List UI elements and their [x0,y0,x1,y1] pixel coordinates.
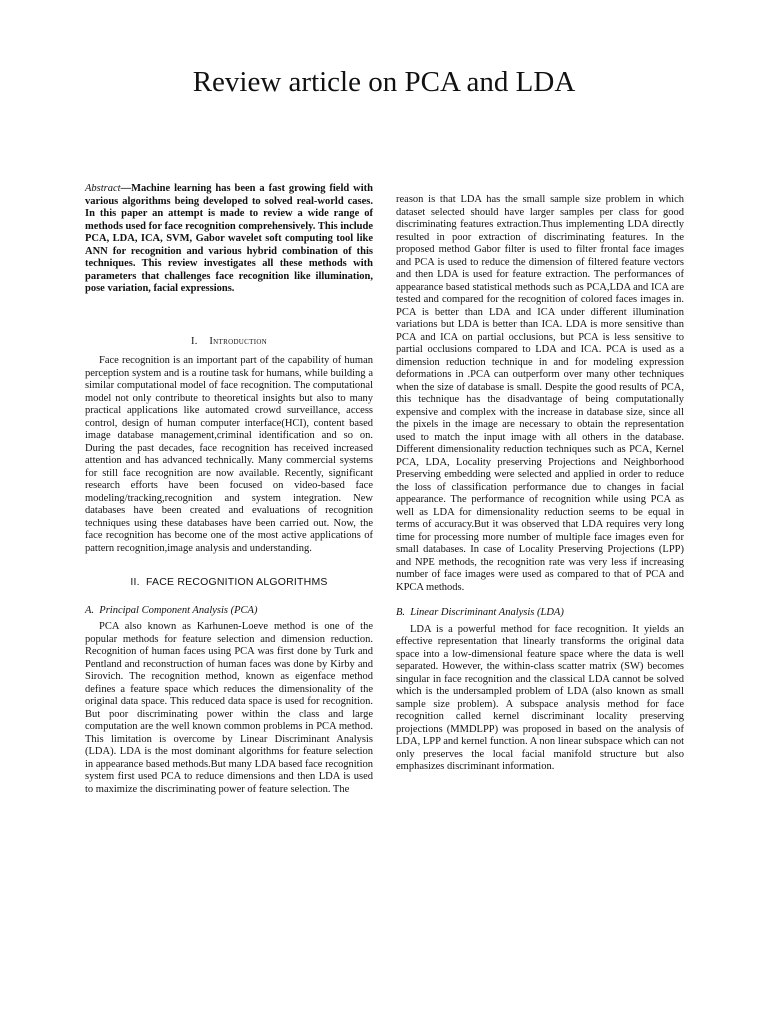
subsection-label: A. [85,604,95,616]
paper-title: Review article on PCA and LDA [192,66,576,98]
abstract-dash: — [120,183,132,194]
abstract-lead: Abstract [85,183,121,194]
subsection-label: B. [396,607,406,618]
section-heading-algorithms [85,576,373,589]
subsection-title: Principal Component Analysis (PCA) [99,604,258,616]
subsection-heading-pca [85,605,373,618]
pca-continued-paragraph: reason is that LDA has the small sample size problem in which dataset selected should have larger samples per class for good discriminating features extraction.Thus implementing LDA directly resulted in poor extraction of discriminating features. In the proposed method Gabor filter is used to filter frontal face images and PCA is used to reduce the dimension of filtered feature vectors and then LDA is used for feature extraction. The performances of appearance based statistical methods such as PCA,LDA and ICA are tested and compared for the recognition of colored faces images in. PCA is better than LDA and ICA under different illumination variations but LDA is better than ICA. LDA is more sensitive than PCA and ICA on partial occlusions, but PCA is less sensitive to partial occlusions compared to LDA and ICA. PCA is used as a dimension reduction technique in and for modeling expression deformations in .PCA can outperform over many other techniques when the size of database is small. Despite the good results of PCA, this technique has the disadvantage of being computationally expensive and complex with the increase in database size, since all the pixels in the image are necessary to obtain the representation used to match the input image with all others in the database. Different dimensionality reduction techniques such as PCA, Kernel PCA, LDA, Locality preserving Projections and Neighborhood Preserving embedding were selected and applied in order to reduce the loss of classification performance due to changes in facial appearance. The performance of recognition while using PCA as well as LDA for dimensionality reduction seems to be equal in terms of accuracy.But it was observed that LDA requires very long time for processing more number of multiple face images even for small databases. In case of Locality Preserving Projections (LPP) and NPE methods, the recognition rate was very less if increasing number of face images were used as compared to that of PCA and KPCA methods. [396,194,684,593]
section-number: I. [190,335,198,347]
section-number: II. [130,576,140,588]
section-title: FACE RECOGNITION ALGORITHMS [146,576,328,588]
lda-paragraph: LDA is a powerful method for face recognition. It yields an effective representation that linearly transforms the original data space into a low-dimensional feature space where the data is well separated. However, the within-class scatter matrix (SW) becomes singular in face recognition and the classical LDA cannot be solved which is the undersampled problem of LDA (also known as small sample size problem). A subspace analysis method for face recognition called kernel discriminant locality preserving projections (MMDLPP) was proposed in based on the analysis of LDA, LPP and kernel function. A non linear subspace which can not only preserves the local facial manifold structure but also emphasizes discriminant information. [396,623,684,772]
abstract [85,183,373,296]
subsection-title: Linear Discriminant Analysis (LDA) [410,607,564,618]
section-title: Introduction [209,335,268,347]
left-column [85,183,373,796]
pca-paragraph: PCA also known as Karhunen-Loeve method is one of the popular methods for feature selection and dimension reduction. Recognition of human faces using PCA was first done by Turk and Pentland and reconstruction of human faces was done by Kirby and Sirovich. The recognition method, known as eigenface method defines a feature space which reduces the dimensionality of the original data space. This reduced data space is used for recognition. But poor discriminating power within the class and large computation are the well known common problems in PCA method. This limitation is overcome by Linear Discriminant Analysis (LDA). LDA is the most dominant algorithms for feature selection in appearance based methods.But many LDA based face recognition system first used PCA to reduce dimensions and then LDA is used to maximize the discriminating power of feature selection. The [85,621,373,795]
section-heading-introduction [85,336,373,349]
abstract-text: Machine learning has been a fast growing field with various algorithms being developed to solved real-world cases. In this paper an attempt is made to review a wide range of methods used for face recognition comprehensively. This include PCA, LDA, ICA, SVM, Gabor wavelet soft computing tool like ANN for recognition and various hybrid combination of this techniques. This review investigates all these methods with parameters that challenges face recognition like illumination, pose variation, facial expressions. [85,183,373,294]
introduction-paragraph: Face recognition is an important part of the capability of human perception system and is a routine task for humans, while building a similar computational model of face recognition. The computational model not only contribute to theoretical insights but also to many practical applications like automated crowd surveillance, access control, design of human computer interface(HCI), content based image database management,criminal identification and so on. During the past decades, face recognition has received increased attention and has advanced technically. Many commercial systems for still face recognition are now available. Recently, significant research efforts have been focused on video-based face modeling/tracking,recognition and system integration. New databases have been created and evaluations of recognition techniques using these databases have been carried out. Now, the face recognition has become one of the most active applications of pattern recognition,image analysis and understanding. [85,355,373,554]
subsection-heading-lda [396,607,684,620]
right-column [396,194,684,774]
